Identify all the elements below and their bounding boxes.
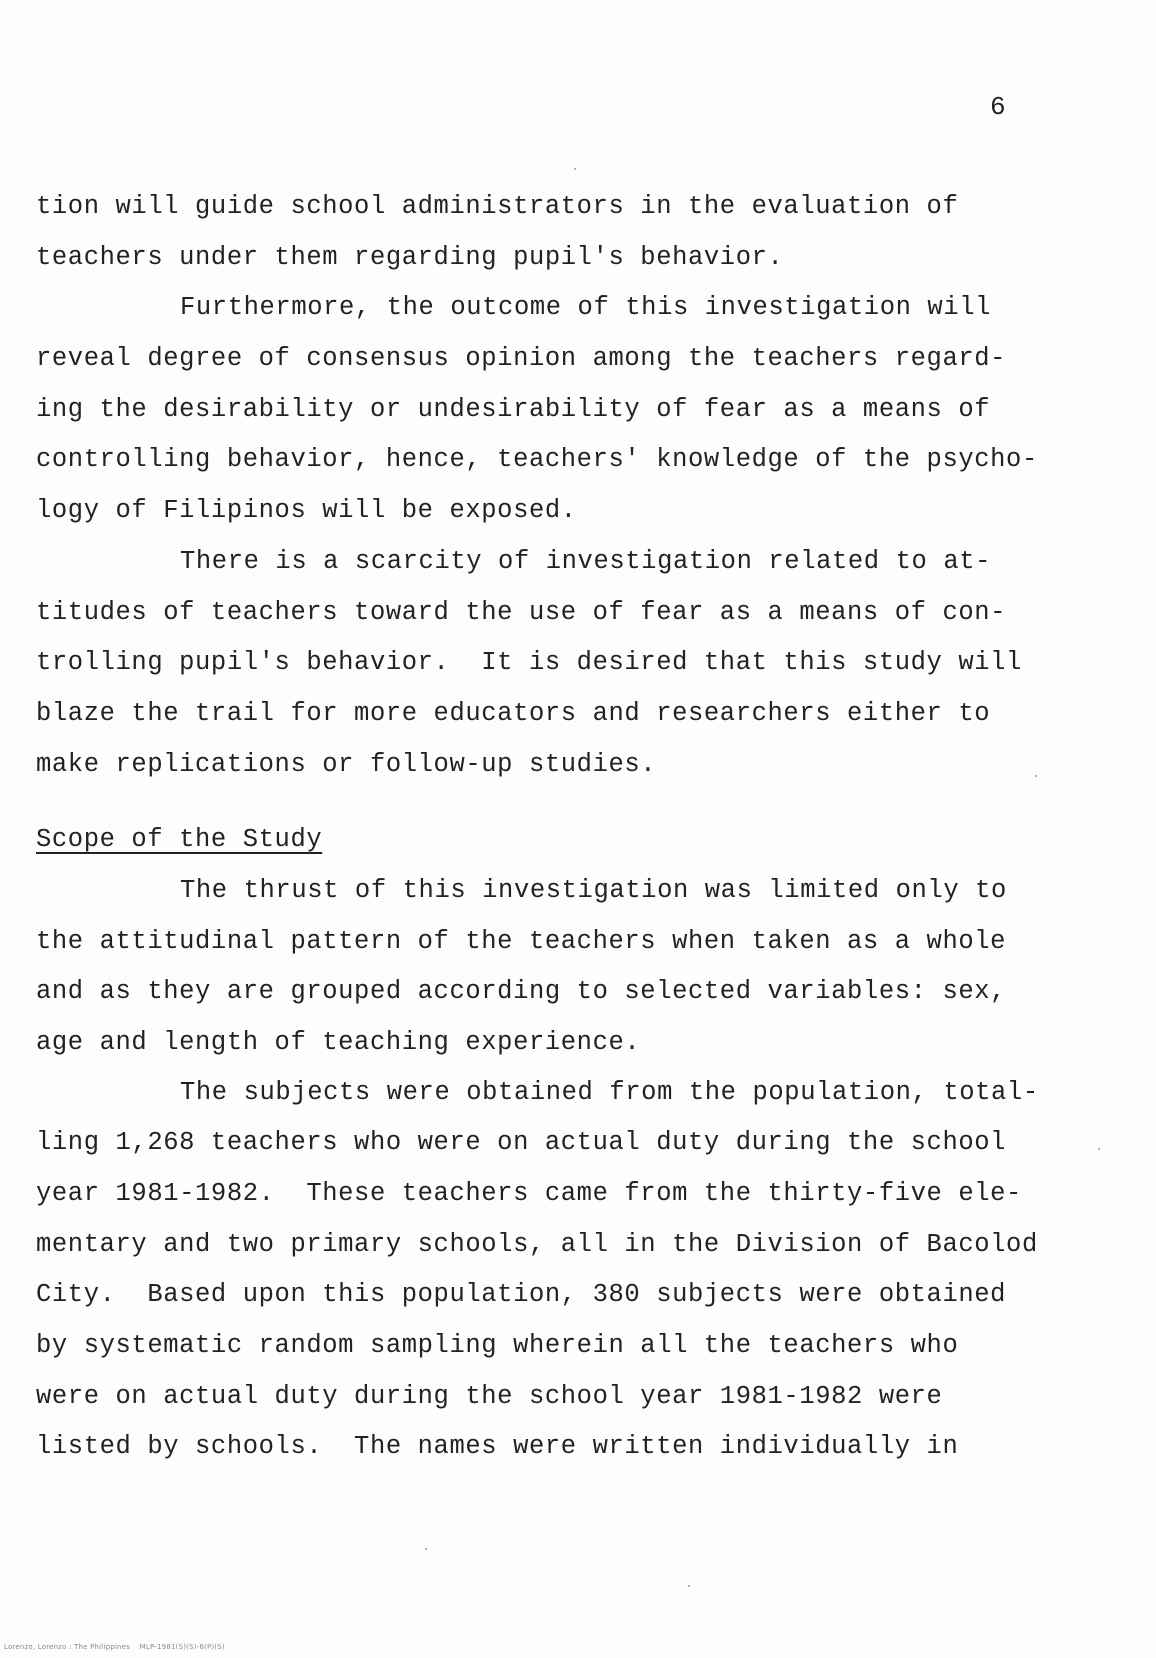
- scan-speck: [425, 1548, 427, 1550]
- scan-speck: [1098, 1148, 1100, 1150]
- text-line: age and length of teaching experience.: [36, 1028, 641, 1057]
- text-line: ling 1,268 teachers who were on actual duty during the school: [36, 1128, 1007, 1157]
- scan-speck: [688, 1585, 690, 1587]
- text-line: the attitudinal pattern of the teachers when taken as a whole: [36, 927, 1007, 956]
- text-line: teachers under them regarding pupil's behavior.: [36, 243, 784, 272]
- text-line: controlling behavior, hence, teachers' knowledge of the psycho-: [36, 445, 1038, 474]
- text-line: were on actual duty during the school year 1981-1982 were: [36, 1382, 943, 1411]
- text-line: mentary and two primary schools, all in the Division of Bacolod: [36, 1230, 1038, 1259]
- text-line: make replications or follow-up studies.: [36, 750, 657, 779]
- text-line: blaze the trail for more educators and researchers either to: [36, 699, 991, 728]
- text-line: reveal degree of consensus opinion among the teachers regard-: [36, 344, 1007, 373]
- text-line: listed by schools. The names were written individually in: [36, 1432, 959, 1461]
- text-line: There is a scarcity of investigation related to at-: [180, 547, 992, 576]
- text-line: year 1981-1982. These teachers came from the thirty-five ele-: [36, 1179, 1022, 1208]
- text-line: ing the desirability or undesirability of fear as a means of: [36, 395, 991, 424]
- text-line: trolling pupil's behavior. It is desired that this study will: [36, 648, 1022, 677]
- text-line: and as they are grouped according to selected variables: sex,: [36, 977, 1007, 1006]
- text-line: The thrust of this investigation was limited only to: [180, 876, 1007, 905]
- page-number: 6: [990, 92, 1007, 122]
- scan-footer: Lorenzo, Lorenzo : The Philippines MLP-1981(S)(S)-6(P)(S): [4, 1643, 225, 1651]
- text-line: logy of Filipinos will be exposed.: [36, 496, 577, 525]
- text-line: by systematic random sampling wherein all the teachers who: [36, 1331, 959, 1360]
- text-line: Furthermore, the outcome of this investigation will: [180, 293, 992, 322]
- section-heading: Scope of the Study: [36, 825, 323, 854]
- text-line: tion will guide school administrators in the evaluation of: [36, 192, 959, 221]
- scan-speck: [1035, 775, 1037, 777]
- text-line: titudes of teachers toward the use of fear as a means of con-: [36, 598, 1007, 627]
- scan-speck: [574, 168, 576, 170]
- text-line: The subjects were obtained from the population, total-: [180, 1078, 1039, 1107]
- text-line: City. Based upon this population, 380 subjects were obtained: [36, 1280, 1007, 1309]
